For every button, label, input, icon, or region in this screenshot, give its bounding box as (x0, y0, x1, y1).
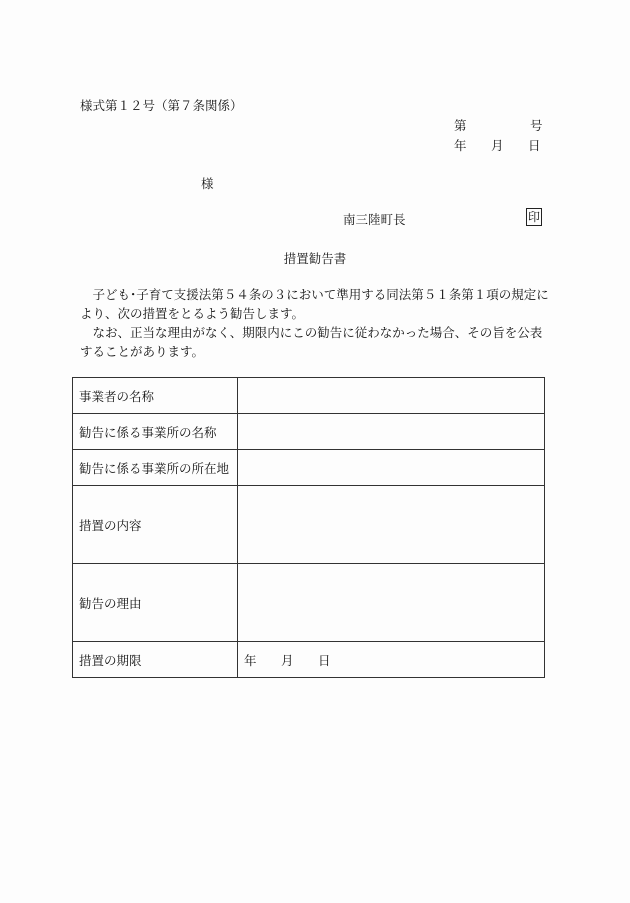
table-row (73, 414, 545, 450)
table-row (73, 642, 545, 678)
document-number-line (454, 116, 543, 134)
row-label-deadline: 措置の期限 (73, 642, 238, 678)
number-suffix: 号 (530, 118, 543, 133)
table-row (73, 486, 545, 564)
deadline-month: 月 (281, 652, 294, 668)
document-title: 措置勧告書 (283, 251, 347, 266)
issuer-name: 南三陸町長 (343, 212, 406, 227)
row-value-deadline[interactable] (238, 642, 545, 678)
body-paragraph-2: なお、正当な理由がなく、期限内にこの勧告に従わなかった場合、その旨を公表することがあります。 (80, 325, 543, 359)
row-value-reason[interactable] (238, 564, 545, 642)
seal-mark: 印 (528, 210, 541, 224)
deadline-day: 日 (318, 652, 331, 668)
row-value-facility-address[interactable] (238, 450, 545, 486)
table-row (73, 564, 545, 642)
row-value-business-name[interactable] (238, 378, 545, 414)
row-label-business-name: 事業者の名称 (73, 378, 238, 414)
row-label-measure-content: 措置の内容 (73, 486, 238, 564)
table-row (73, 378, 545, 414)
deadline-year: 年 (244, 652, 257, 668)
form-number-label: 様式第１２号（第７条関係） (80, 98, 243, 113)
row-value-measure-content[interactable] (238, 486, 545, 564)
issue-date-line (454, 136, 541, 154)
row-value-facility-name[interactable] (238, 414, 545, 450)
date-day: 日 (528, 138, 541, 153)
row-label-facility-name: 勧告に係る事業所の名称 (73, 414, 238, 450)
table-row (73, 450, 545, 486)
recipient-honorific: 様 (201, 176, 214, 191)
date-year: 年 (454, 138, 467, 153)
body-text (80, 285, 552, 361)
recommendation-table (72, 377, 545, 678)
body-paragraph-1: 子ども･子育て支援法第５４条の３において準用する同法第５１条第１項の規定により、次の措置をとるよう勧告します。 (80, 287, 549, 321)
row-label-facility-address: 勧告に係る事業所の所在地 (73, 450, 238, 486)
number-prefix: 第 (454, 118, 467, 133)
row-label-reason: 勧告の理由 (73, 564, 238, 642)
date-month: 月 (491, 138, 504, 153)
